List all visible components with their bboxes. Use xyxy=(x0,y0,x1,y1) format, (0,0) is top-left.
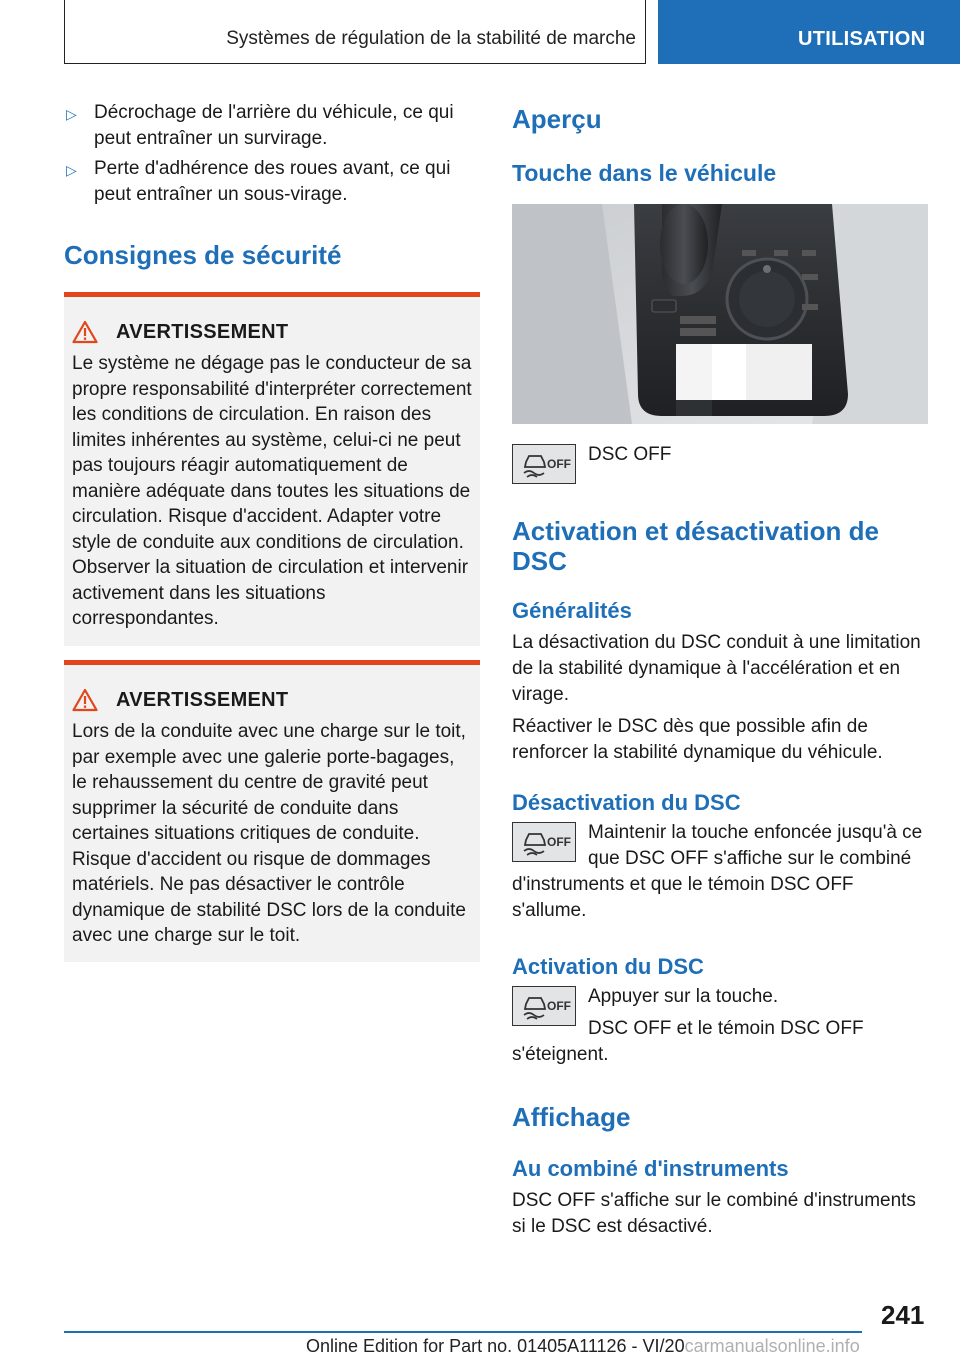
page-number: 241 xyxy=(881,1300,925,1330)
right-column xyxy=(512,100,928,1240)
safety-heading: Consignes de sécurité xyxy=(64,240,342,270)
activation-heading: Activation et désactivation de DSC xyxy=(512,516,879,576)
enable-text: Appuyer sur la touche. xyxy=(588,986,779,1007)
center-console-photo xyxy=(512,204,928,424)
dsc-off-icon: OFF xyxy=(512,986,576,1026)
footer-divider xyxy=(64,1331,862,1333)
enable-block xyxy=(512,984,928,1068)
button-heading: Touche dans le véhicule xyxy=(512,160,777,186)
list-item: ▷ Perte d'adhérence des roues avant, ce qui peut entraîner un sous-virage. xyxy=(66,158,451,205)
general-heading: Généralités xyxy=(512,598,632,623)
warning-title: AVERTISSEMENT xyxy=(116,320,289,343)
triangle-bullet-icon: ▷ xyxy=(66,162,77,178)
warning-text: Le système ne dégage pas le conducteur de sa propre responsabilité d'interpréter correctement les conditions de circulation. En raison des limites inhérentes au système, celui-ci ne peut pas toujours réagir automatiquement de manière adéquate dans toutes les situations de circulation. Risque d'accident. Adapter votre style de conduite aux conditions de circulation. Observer la situation de circulation et intervenir activement dans les situations correspondantes. xyxy=(72,353,472,629)
cluster-text: DSC OFF s'affiche sur le combiné d'instruments si le DSC est désactivé. xyxy=(512,1190,916,1237)
dsc-button-caption xyxy=(512,442,928,486)
dsc-off-icon: OFF xyxy=(512,822,576,862)
section-tab xyxy=(658,0,960,64)
warning-box xyxy=(64,292,480,646)
cluster-heading: Au combiné d'instruments xyxy=(512,1156,789,1181)
warning-triangle-icon xyxy=(72,319,116,345)
dsc-off-icon: OFF xyxy=(512,444,576,484)
left-column xyxy=(64,100,480,962)
triangle-bullet-icon: ▷ xyxy=(66,106,77,122)
general-paragraph: Réactiver le DSC dès que possible afin de renforcer la stabilité dynamique du véhicule. xyxy=(512,716,883,763)
warning-box xyxy=(64,660,480,962)
chapter-title: Systèmes de régulation de la stabilité de marche xyxy=(226,28,636,49)
watermark: carmanualsonline.info xyxy=(684,1336,860,1356)
warning-title: AVERTISSEMENT xyxy=(116,688,289,711)
deactivation-text: Maintenir la touche enfoncée jusqu'à ce que DSC OFF s'affiche sur le combiné d'instruments et que le témoin DSC OFF s'allume. xyxy=(512,822,923,921)
deactivation-block xyxy=(512,820,928,924)
footer-edition: Online Edition for Part no. 01405A11126 - VI/20carmanualsonline.info xyxy=(306,1336,860,1356)
overview-heading: Aperçu xyxy=(512,104,602,134)
list-item: ▷ Décrochage de l'arrière du véhicule, ce qui peut entraîner un survirage. xyxy=(66,102,454,149)
warning-triangle-icon xyxy=(72,687,116,713)
enable-text: DSC OFF et le témoin DSC OFF s'éteignent. xyxy=(512,1018,864,1065)
bullet-list xyxy=(64,100,480,208)
dsc-caption: DSC OFF xyxy=(588,444,672,465)
deactivation-heading: Désactivation du DSC xyxy=(512,790,741,815)
enable-heading: Activation du DSC xyxy=(512,954,704,979)
display-heading: Affichage xyxy=(512,1102,631,1132)
general-paragraph: La désactivation du DSC conduit à une limitation de la stabilité dynamique à l'accélération et en virage. xyxy=(512,632,921,705)
warning-text: Lors de la conduite avec une charge sur le toit, par exemple avec une galerie porte-bagages, le rehaussement du centre de gravité peut supprimer la sécurité de conduite dans certaines situations critiques de conduite. Risque d'accident ou risque de dommages matériels. Ne pas désactiver le contrôle dynamique de stabilité DSC lors de la conduite avec une charge sur le toit. xyxy=(72,721,466,946)
section-label: UTILISATION xyxy=(798,28,926,50)
